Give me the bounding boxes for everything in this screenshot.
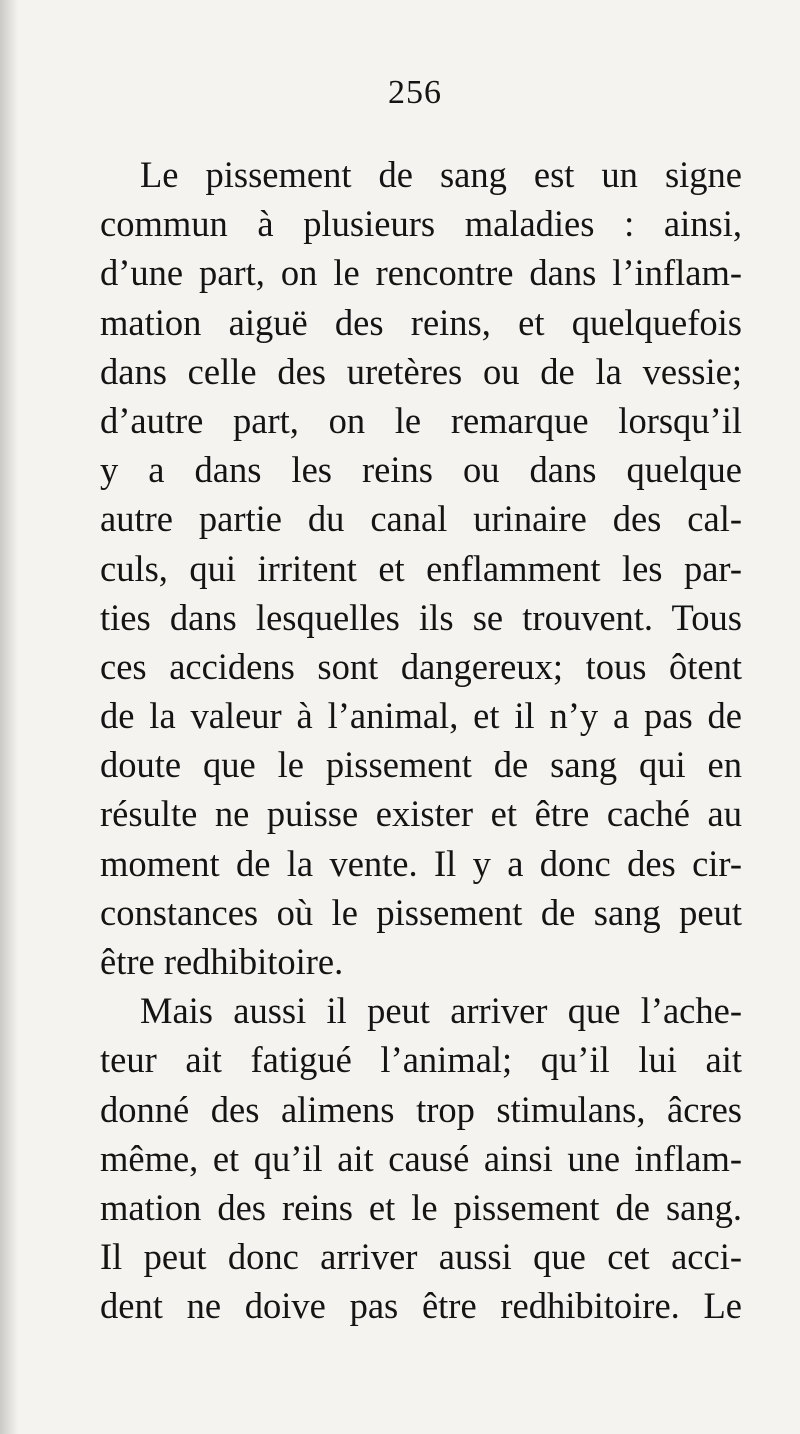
text-line: résulte ne puisse exister et être caché au: [100, 793, 742, 835]
text-line: teur ait fatigué l’animal; qu’il lui ait: [100, 1039, 742, 1081]
text-line: y a dans les reins ou dans quelque: [100, 449, 742, 491]
text-line: constances où le pissement de sang peut: [100, 891, 742, 933]
text-line: être redhibitoire.: [100, 941, 344, 982]
text-line: dent ne doive pas être redhibitoire. Le: [100, 1285, 742, 1327]
text-line: ties dans lesquelles ils se trouvent. Tous: [100, 596, 742, 638]
text-line: mation aiguë des reins, et quelquefois: [100, 301, 742, 343]
text-line: doute que le pissement de sang qui en: [100, 744, 742, 786]
body-text: [100, 150, 742, 1331]
page-number: 256: [388, 74, 442, 111]
text-line: commun à plusieurs maladies : ainsi,: [100, 203, 742, 245]
paragraph: [100, 986, 742, 1330]
text-line: mation des reins et le pissement de sang.: [100, 1186, 742, 1228]
text-line: de la valeur à l’animal, et il n’y a pas de: [100, 695, 742, 737]
text-line: dans celle des uretères ou de la vessie;: [100, 350, 742, 392]
text-line: d’une part, on le rencontre dans l’inflam-: [100, 252, 742, 294]
text-line: Le pissement de sang est un signe: [140, 154, 742, 195]
text-line: donné des alimens trop stimulans, âcres: [100, 1088, 742, 1130]
paragraph: [100, 150, 742, 986]
text-line: d’autre part, on le remarque lorsqu’il: [100, 399, 742, 441]
text-line: Mais aussi il peut arriver que l’ache-: [140, 990, 742, 1032]
text-line: culs, qui irritent et enflamment les par-: [100, 547, 742, 589]
text-line: Il peut donc arriver aussi que cet acci-: [100, 1236, 742, 1278]
text-line: autre partie du canal urinaire des cal-: [100, 498, 742, 540]
text-line: même, et qu’il ait causé ainsi une inflam-: [100, 1137, 742, 1179]
text-line: moment de la vente. Il y a donc des cir-: [100, 842, 742, 884]
text-line: ces accidens sont dangereux; tous ôtent: [100, 645, 742, 687]
